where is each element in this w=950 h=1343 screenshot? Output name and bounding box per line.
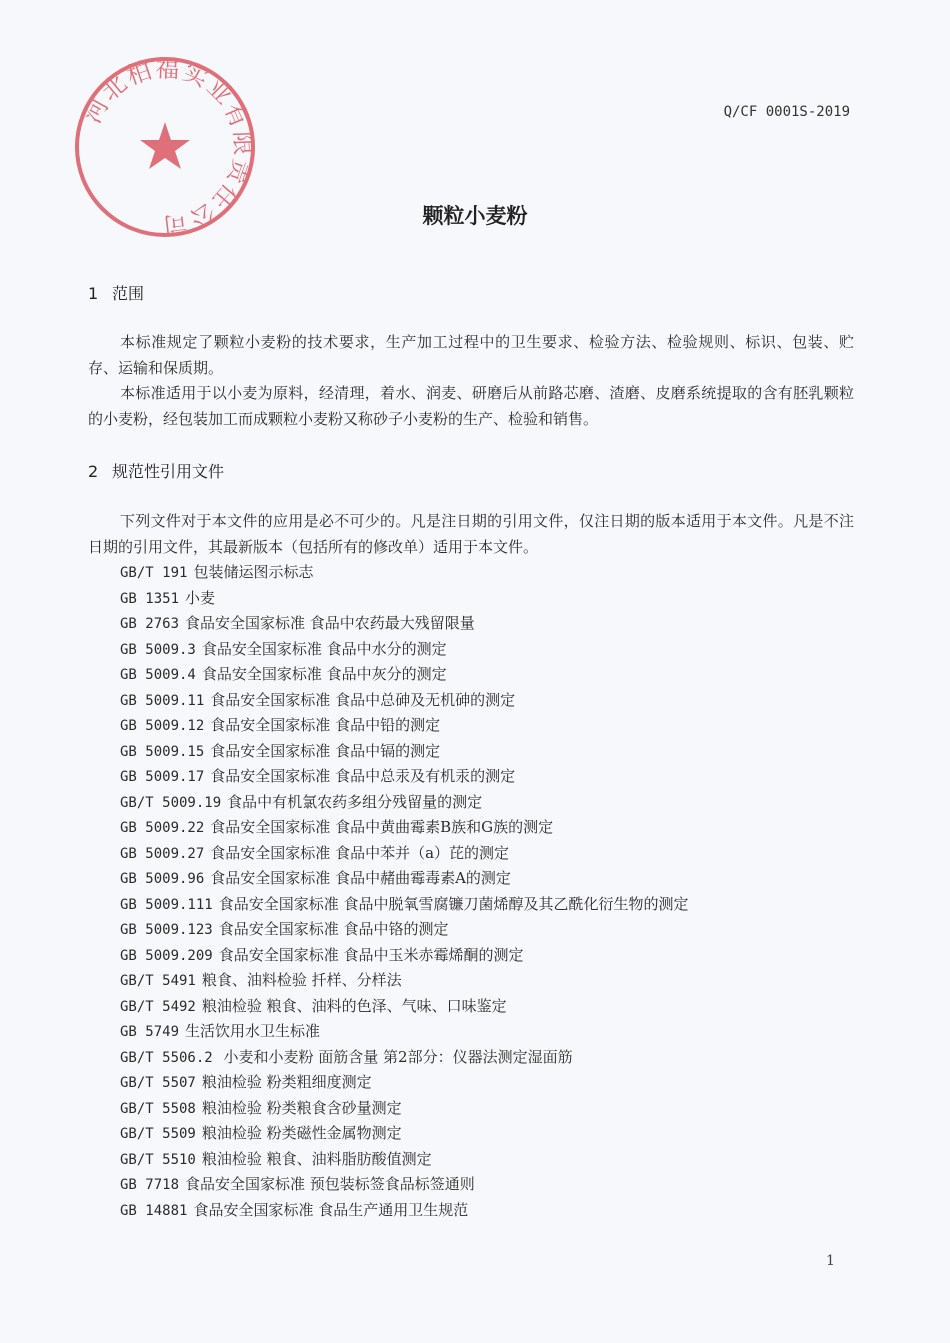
reference-title: 食品安全国家标准 食品中水分的测定: [201, 639, 447, 658]
section-1-title: 范围: [112, 284, 145, 303]
normative-reference-list: [120, 560, 689, 1223]
reference-title: 食品安全国家标准 食品中农药最大残留限量: [185, 614, 475, 632]
reference-item: [120, 1019, 689, 1045]
reference-code: GB 1351: [120, 590, 180, 607]
reference-item: [120, 1070, 689, 1096]
reference-item: [120, 739, 689, 765]
section-1-heading: [88, 281, 144, 304]
reference-item: [120, 611, 689, 637]
reference-code: GB 5009.11: [120, 692, 205, 709]
reference-code: GB 7718: [120, 1177, 180, 1193]
reference-code: GB/T 5508: [120, 1100, 196, 1117]
reference-code: GB 5009.17: [120, 769, 205, 785]
reference-title: 粮油检验 粉类粮食含砂量测定: [201, 1098, 402, 1117]
reference-title: 食品安全国家标准 食品中赭曲霉毒素A的测定: [210, 869, 511, 887]
section-2-title: 规范性引用文件: [112, 462, 225, 481]
reference-code: GB 14881: [120, 1202, 188, 1219]
reference-code: GB/T 5509: [120, 1126, 196, 1142]
reference-code: GB 5009.4: [120, 667, 196, 683]
reference-title: 食品安全国家标准 食品中铬的测定: [218, 920, 449, 938]
reference-item: [120, 637, 689, 663]
reference-item: [120, 994, 689, 1020]
reference-item: [120, 790, 689, 816]
reference-item: [120, 943, 689, 969]
reference-title: 粮油检验 粮食、油料脂肪酸值测定: [201, 1149, 432, 1168]
reference-title: 食品安全国家标准 食品中黄曲霉素B族和G族的测定: [210, 818, 554, 836]
reference-title: 食品安全国家标准 食品中镉的测定: [210, 741, 441, 760]
reference-code: GB 5009.111: [120, 896, 213, 913]
reference-item: [120, 968, 689, 994]
reference-item: [120, 815, 689, 841]
reference-title: 小麦和小麦粉 面筋含量 第2部分：仪器法测定湿面筋: [218, 1047, 573, 1066]
reference-title: 食品安全国家标准 食品中铅的测定: [210, 716, 441, 734]
seal-star-icon: [140, 122, 190, 169]
reference-item: [120, 1121, 689, 1147]
reference-title: 粮食、油料检验 扦样、分样法: [201, 971, 402, 989]
reference-item: [120, 662, 689, 688]
reference-code: GB/T 5506.2: [120, 1049, 213, 1066]
reference-title: 包装储运图示标志: [193, 563, 314, 581]
reference-item: [120, 1172, 689, 1198]
reference-title: 食品安全国家标准 食品中玉米赤霉烯酮的测定: [218, 945, 524, 964]
reference-code: GB 5009.3: [120, 641, 196, 658]
reference-code: GB 5009.209: [120, 947, 213, 964]
reference-title: 食品安全国家标准 食品中苯并（a）芘的测定: [210, 843, 510, 862]
reference-title: 粮油检验 粮食、油料的色泽、气味、口味鉴定: [201, 996, 507, 1015]
reference-code: GB 5749: [120, 1024, 180, 1040]
reference-title: 小麦: [185, 588, 216, 607]
page-number: 1: [826, 1253, 835, 1269]
reference-item: [120, 764, 689, 790]
reference-title: 食品安全国家标准 食品中脱氧雪腐镰刀菌烯醇及其乙酰化衍生物的测定: [218, 894, 689, 913]
reference-code: GB/T 5510: [120, 1151, 196, 1168]
reference-title: 食品中有机氯农药多组分残留量的测定: [227, 792, 483, 811]
section-2-intro: 下列文件对于本文件的应用是必不可少的。凡是注日期的引用文件，仅注日期的版本适用于本文件。凡是不注日期的引用文件，其最新版本（包括所有的修改单）适用于本文件。: [88, 512, 854, 556]
svg-text:河北柏福实业有限责任公司: 河北柏福实业有限责任公司: [78, 54, 258, 240]
section-1-number: 1: [88, 284, 99, 303]
reference-title: 粮油检验 粉类粗细度测定: [201, 1073, 372, 1091]
reference-item: [120, 1198, 689, 1224]
reference-item: [120, 560, 689, 586]
reference-title: 粮油检验 粉类磁性金属物测定: [201, 1124, 402, 1142]
reference-item: [120, 586, 689, 612]
reference-item: [120, 688, 689, 714]
reference-code: GB 2763: [120, 616, 180, 632]
reference-code: GB/T 191: [120, 565, 188, 581]
reference-code: GB/T 5009.19: [120, 794, 222, 811]
reference-item: [120, 917, 689, 943]
reference-code: GB 5009.15: [120, 743, 205, 760]
reference-item: [120, 1096, 689, 1122]
section-2-number: 2: [88, 462, 99, 481]
reference-title: 生活饮用水卫生标准: [185, 1022, 321, 1040]
reference-code: GB 5009.27: [120, 845, 205, 862]
reference-item: [120, 713, 689, 739]
document-code: Q/CF 0001S-2019: [723, 104, 850, 120]
document-title: 颗粒小麦粉: [422, 204, 528, 228]
reference-title: 食品安全国家标准 食品中灰分的测定: [201, 665, 447, 683]
reference-item: [120, 866, 689, 892]
section-1-paragraph-1: 本标准规定了颗粒小麦粉的技术要求，生产加工过程中的卫生要求、检验方法、检验规则、标识、包装、贮存、运输和保质期。: [88, 333, 854, 377]
reference-title: 食品安全国家标准 预包装标签食品标签通则: [185, 1175, 475, 1193]
reference-item: [120, 1147, 689, 1173]
section-2-heading: [88, 459, 224, 482]
reference-code: GB 5009.12: [120, 718, 205, 734]
reference-item: [120, 841, 689, 867]
reference-title: 食品安全国家标准 食品中总汞及有机汞的测定: [210, 767, 516, 785]
reference-title: 食品安全国家标准 食品生产通用卫生规范: [193, 1200, 469, 1219]
reference-item: [120, 892, 689, 918]
reference-code: GB/T 5507: [120, 1075, 196, 1091]
section-1-paragraph-2: 本标准适用于以小麦为原料，经清理，着水、润麦、研磨后从前路芯磨、渣磨、皮磨系统提取的含有胚乳颗粒的小麦粉，经包装加工而成颗粒小麦粉又称砂子小麦粉的生产、检验和销售。: [88, 384, 854, 428]
reference-code: GB 5009.22: [120, 820, 205, 836]
reference-title: 食品安全国家标准 食品中总砷及无机砷的测定: [210, 690, 516, 709]
reference-code: GB/T 5491: [120, 973, 196, 989]
reference-item: [120, 1045, 689, 1071]
reference-code: GB 5009.96: [120, 871, 205, 887]
reference-code: GB 5009.123: [120, 922, 213, 938]
reference-code: GB/T 5492: [120, 998, 196, 1015]
